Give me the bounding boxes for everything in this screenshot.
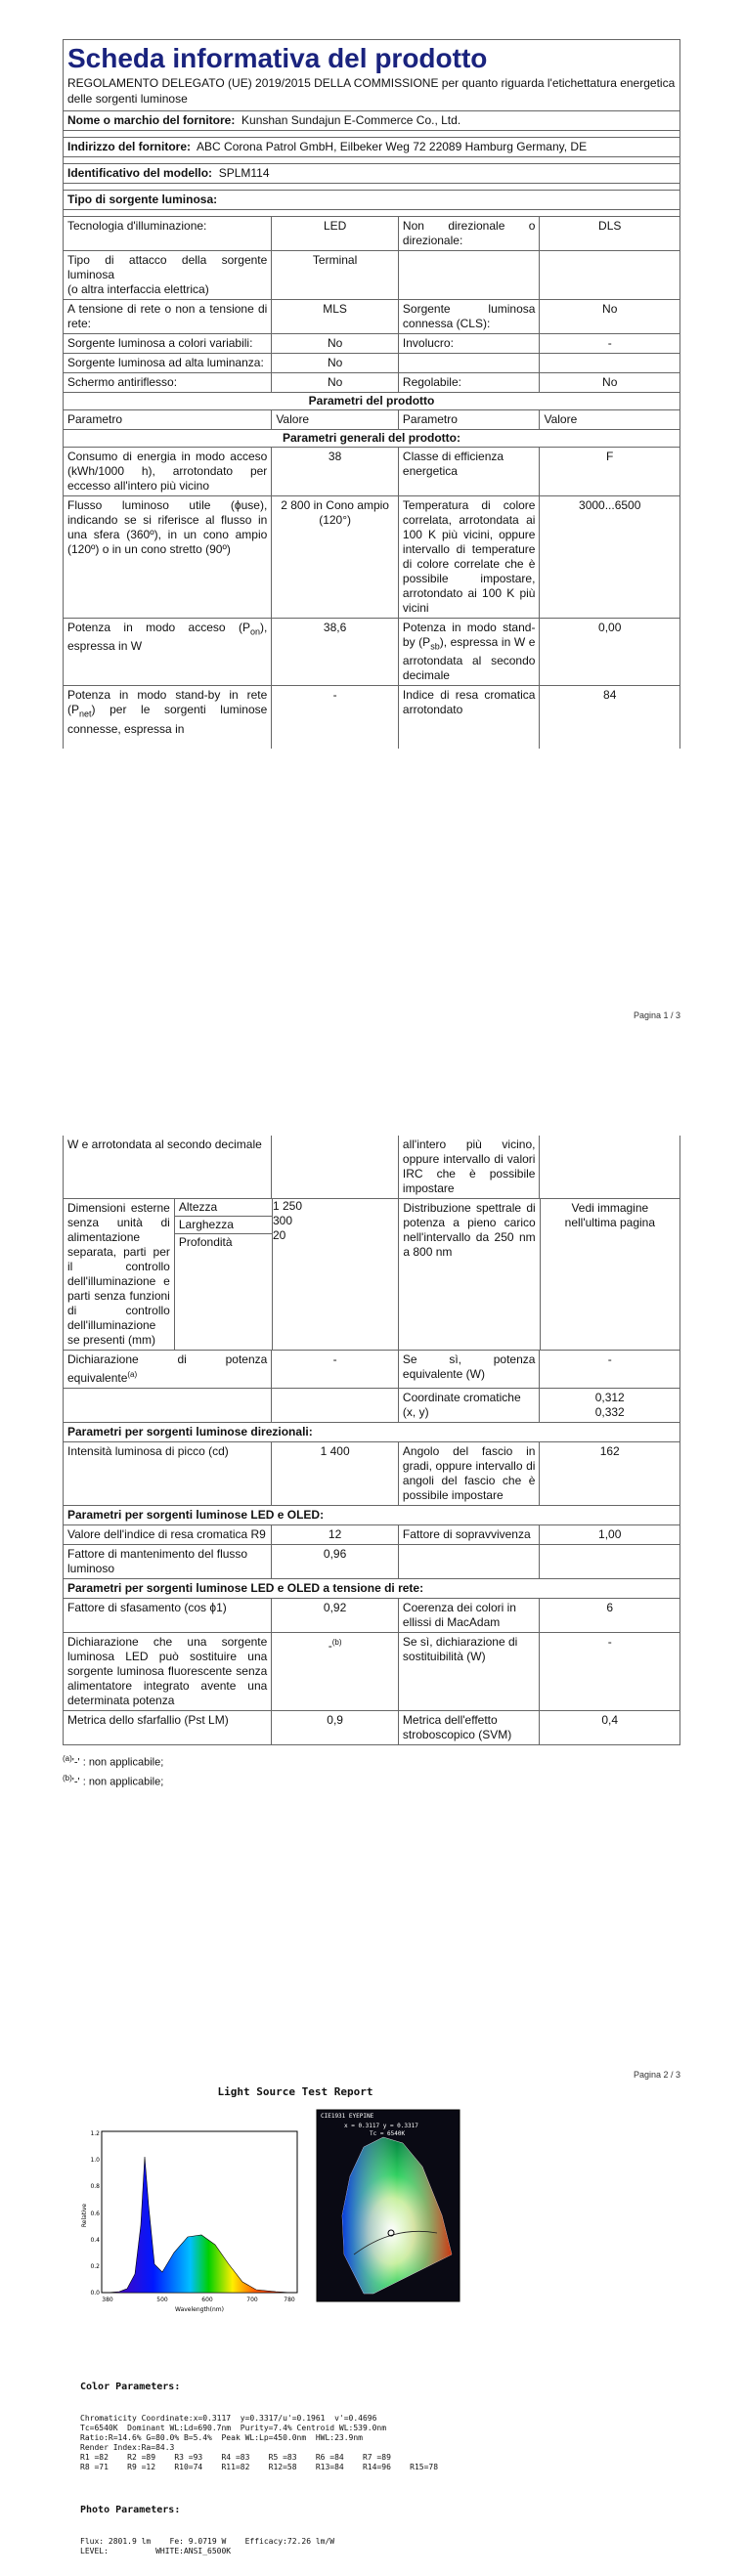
type-label: Sorgente luminosa a colori variabili:: [64, 334, 272, 353]
spd-ytick: 0.6: [90, 2211, 100, 2217]
spd-ytick: 1.0: [90, 2157, 100, 2164]
type-row: [64, 300, 679, 334]
type-label-2: Involucro:: [399, 334, 541, 353]
pon-label: Potenza in modo acceso $(P_{on})$, espressa in W: [64, 619, 272, 685]
page-number-2: Pagina 2 / 3: [633, 2070, 680, 2080]
spd-ytick: 1.2: [90, 2130, 100, 2137]
dir-title-row: [64, 1423, 679, 1442]
potenza-row: [64, 619, 679, 686]
surv-value: 1,00: [598, 1527, 622, 1541]
peak-row: [64, 1442, 679, 1506]
peak-value: 1 400: [272, 1442, 399, 1505]
report-plots: [80, 2108, 667, 2357]
footnote-b: $^{(b)}$'-' : non applicabile;: [63, 1773, 164, 1788]
general-title-row: [64, 430, 679, 448]
psb-label: Potenza in modo stand-by $(P_{sb})$, espressa in W e arrotondata al secondo decimale: [399, 619, 541, 685]
type-label: Sorgente luminosa ad alta luminanza:: [64, 354, 272, 372]
supplier-address-row: [64, 137, 679, 157]
equiv-label: Dichiarazione di potenza equivalente$^{(a)}$: [64, 1351, 272, 1388]
spd-ytick: 0.4: [90, 2237, 100, 2244]
page-title: Scheda informativa del prodotto: [67, 43, 488, 73]
sheet-table: [63, 39, 680, 749]
empty-cell: [399, 1545, 541, 1578]
dim-value: 300: [273, 1214, 293, 1227]
strobo-value: 0,4: [601, 1713, 619, 1727]
type-value-2: No: [602, 302, 618, 316]
report-line: R1 =82 R2 =89 R3 =93 R4 =83 R5 =83 R6 =84 R7 =89: [80, 2453, 391, 2462]
photo-lines: [80, 2537, 667, 2556]
coord-value: 0,312 0,332: [594, 1391, 625, 1419]
spd-xlabel: Wavelength(nm): [175, 2306, 224, 2313]
angle-value: 162: [599, 1444, 620, 1458]
replace-value: -$^{(b)}$: [272, 1633, 399, 1710]
page-number-1: Pagina 1 / 3: [633, 1010, 680, 1020]
lum-value: 0,96: [272, 1545, 399, 1578]
product-sheet-page-1: [63, 39, 680, 749]
empty-cell: [272, 1389, 399, 1422]
type-label-2: [399, 251, 541, 299]
sheet-table-2: [63, 1136, 680, 1745]
type-row: [64, 217, 679, 251]
col-param-2: Parametro: [399, 410, 541, 429]
col-param-1: Parametro: [64, 410, 272, 429]
spd-xtick: 500: [156, 2297, 168, 2303]
cie-title: CIE1931 EYEPINE: [321, 2113, 374, 2120]
flusso-value: 2 800 in Cono ampio (120°): [272, 496, 399, 618]
report-line: LEVEL: WHITE:ANSI_6500K: [80, 2547, 232, 2555]
empty-cell: [540, 1136, 679, 1198]
test-report: [80, 2085, 667, 2576]
flicker-value: 0,9: [272, 1711, 399, 1744]
consumo-row: [64, 448, 679, 496]
type-label: Tipo di attacco della sorgente luminosa (o altra interfaccia elettrica): [64, 251, 272, 299]
irc-value: 84: [603, 688, 617, 703]
type-label-2: Non direzionale o direzionale:: [399, 217, 541, 250]
dir-section-title: Parametri per sorgenti luminose direzionali:: [67, 1425, 313, 1438]
dim-label: Larghezza: [175, 1217, 272, 1234]
type-label: Tecnologia d'illuminazione:: [64, 217, 272, 250]
report-line: R8 =71 R9 =12 R10=74 R11=82 R12=58 R13=84 R14=96 R15=78: [80, 2463, 439, 2471]
dims-values: [273, 1199, 399, 1350]
type-value-2: [540, 251, 679, 299]
dim-value: 1 250: [273, 1199, 303, 1213]
dims-row: [64, 1199, 679, 1351]
replace-label: Dichiarazione che una sorgente luminosa LED può sostituire una sorgente luminosa fluorescente senza alimentatore integrato avente una determinata potenza: [64, 1633, 272, 1710]
type-row: [64, 373, 679, 393]
ledmains-title-row: [64, 1579, 679, 1599]
footnote-a: $^{(a)}$'-' : non applicabile;: [63, 1754, 164, 1769]
empty-cell: [64, 1389, 272, 1422]
spectrum-label: Distribuzione spettrale di potenza a pieno carico nell'intervallo da 250 nm a 800 nm: [399, 1199, 540, 1350]
equiv-value: -: [272, 1351, 399, 1388]
phase-label: Fattore di sfasamento (cos ϕ1): [64, 1599, 272, 1632]
strobo-label: Metrica dell'effetto stroboscopico (SVM): [399, 1711, 541, 1744]
photo-params-title: Photo Parameters:: [80, 2505, 181, 2515]
spd-chart: [80, 2127, 305, 2323]
params-title: Parametri del prodotto: [308, 394, 435, 408]
replace-w-value: -: [607, 1635, 612, 1649]
type-value-2: -: [607, 336, 612, 350]
phase-value: 0,92: [272, 1599, 399, 1632]
led-title-row: [64, 1506, 679, 1525]
type-value-2: No: [602, 375, 618, 389]
equiv-w-value: -: [607, 1352, 612, 1366]
general-params-title: Parametri generali del prodotto:: [282, 431, 461, 445]
lum-row: [64, 1545, 679, 1579]
type-rows: [64, 216, 679, 393]
empty-cell: [540, 1545, 679, 1578]
regulation-subtitle: REGOLAMENTO DELEGATO (UE) 2019/2015 DELLA COMMISSIONE per quanto riguarda l'etichettatura energetica delle sorgenti luminose: [67, 76, 676, 106]
spd-ytick: 0.0: [90, 2290, 100, 2297]
phase-row: [64, 1599, 679, 1633]
type-label: A tensione di rete o non a tensione di rete:: [64, 300, 272, 333]
continued-left: W e arrotondata al secondo decimale: [64, 1136, 272, 1198]
dim-value: 20: [273, 1228, 286, 1242]
type-label-2: Sorgente luminosa connessa (CLS):: [399, 300, 541, 333]
spd-xtick: 380: [102, 2297, 113, 2303]
psb-value: 0,00: [598, 621, 622, 634]
type-label: Schermo antiriflesso:: [64, 373, 272, 392]
classe-label: Classe di efficienza energetica: [399, 448, 541, 495]
report-line: Render Index:Ra=84.3: [80, 2443, 175, 2452]
ledmains-section-title: Parametri per sorgenti luminose LED e OLED a tensione di rete:: [67, 1581, 424, 1595]
macadam-value: 6: [606, 1601, 614, 1614]
led-section-title: Parametri per sorgenti luminose LED e OLED:: [67, 1508, 325, 1522]
spd-ytick: 0.8: [90, 2183, 100, 2190]
consumo-label: Consumo di energia in modo acceso (kWh/1000 h), arrotondato per eccesso all'intero più vicino: [64, 448, 272, 495]
type-value: No: [272, 354, 399, 372]
dims-label: Dimensioni esterne senza unità di alimentazione separata, parti per il controllo dell'illuminazione e parti senza funzioni di controllo dell'illuminazione se presenti (mm): [64, 1199, 175, 1350]
model-row: [64, 163, 679, 184]
flicker-label: Metrica dello sfarfallio (Pst LM): [64, 1711, 272, 1744]
equiv-w-label: Se sì, potenza equivalente (W): [399, 1351, 541, 1388]
flusso-label: Flusso luminoso utile (ϕuse), indicando se si riferisce al flusso in una sfera (360º), in un cono ampio (120º) o in un cono stretto (90º): [64, 496, 272, 618]
pnet-label: Potenza in modo stand-by in rete $(P_{net})$ per le sorgenti luminose connesse, espressa in: [64, 686, 272, 749]
spd-xtick: 600: [201, 2297, 213, 2303]
temp-value: 3000...6500: [579, 498, 641, 512]
continued-right: all'intero più vicino, oppure intervallo di valori IRC che è possibile impostare: [399, 1136, 541, 1198]
cie-tc: Tc = 6540K: [370, 2130, 406, 2137]
type-row: [64, 251, 679, 300]
classe-value: F: [606, 450, 614, 463]
type-label-2: [399, 354, 541, 372]
r9-label: Valore dell'indice di resa cromatica R9: [64, 1525, 272, 1544]
consumo-value: 38: [272, 448, 399, 495]
params-header-row: [64, 410, 679, 430]
peak-label: Intensità luminosa di picco (cd): [64, 1442, 272, 1505]
type-section-title-row: [64, 190, 679, 210]
footnotes: [63, 1751, 680, 1789]
col-value-2: Valore: [544, 412, 578, 426]
report-line: Tc=6540K Dominant WL:Ld=690.7nm Purity=7.4% Centroid WL:539.0nm: [80, 2424, 387, 2432]
spd-ylabel: Relative: [81, 2203, 88, 2228]
spectrum-value: Vedi immagine nell'ultima pagina: [564, 1201, 656, 1229]
cie-diagram: [315, 2108, 461, 2303]
type-row: [64, 354, 679, 373]
irc-label: Indice di resa cromatica arrotondato: [399, 686, 541, 749]
color-parameters: [80, 2357, 667, 2576]
type-value: No: [272, 334, 399, 353]
equiv-row: [64, 1351, 679, 1389]
params-title-row: [64, 393, 679, 410]
type-value-2: [540, 354, 679, 372]
col-value-1: Valore: [272, 410, 399, 429]
pnet-value: -: [272, 686, 399, 749]
r9-row: [64, 1525, 679, 1545]
type-value: No: [272, 373, 399, 392]
type-value: LED: [272, 217, 399, 250]
type-row: [64, 334, 679, 354]
flusso-row: [64, 496, 679, 619]
dim-label: Profondità: [178, 1235, 233, 1249]
type-value: MLS: [272, 300, 399, 333]
macadam-label: Coerenza dei colori in ellissi di MacAdam: [399, 1599, 541, 1632]
type-section-title: Tipo di sorgente luminosa:: [67, 193, 218, 206]
report-line: Flux: 2801.9 lm Fe: 9.0719 W Efficacy:72.26 lm/W: [80, 2537, 335, 2546]
replace-w-label: Se sì, dichiarazione di sostituibilità (W): [399, 1633, 541, 1710]
supplier-name-row: [64, 111, 679, 131]
product-sheet-page-2: [63, 1136, 680, 1789]
continued-row: [64, 1136, 679, 1199]
pnet-row: [64, 686, 679, 749]
type-value: Terminal: [272, 251, 399, 299]
spd-xtick: 700: [246, 2297, 258, 2303]
supplier-address-label: Indirizzo del fornitore:: [67, 140, 191, 153]
coord-row: [64, 1389, 679, 1423]
lum-label: Fattore di mantenimento del flusso luminoso: [64, 1545, 272, 1578]
r9-value: 12: [272, 1525, 399, 1544]
color-lines: [80, 2414, 667, 2472]
coord-label: Coordinate cromatiche (x, y): [399, 1389, 541, 1422]
supplier-address-value: ABC Corona Patrol GmbH, Eilbeker Weg 72 22089 Hamburg Germany, DE: [197, 140, 588, 153]
report-line: Chromaticity Coordinate:x=0.3117 y=0.3317/u'=0.1961 v'=0.4696: [80, 2414, 377, 2423]
temp-label: Temperatura di colore correlata, arrotondata ai 100 K più vicini, oppure intervallo di temperature di colore correlate che è possibile impostare, arrotondato ai 100 K più vicini: [399, 496, 541, 618]
flicker-row: [64, 1711, 679, 1745]
sheet-header: [64, 40, 679, 111]
report-line: Ratio:R=14.6% G=80.0% B=5.4% Peak WL:Lp=450.0nm HWL:23.9nm: [80, 2433, 363, 2442]
replace-row: [64, 1633, 679, 1711]
color-params-title: Color Parameters:: [80, 2382, 181, 2392]
surv-label: Fattore di sopravvivenza: [399, 1525, 541, 1544]
dims-cell: [64, 1199, 273, 1350]
model-value: SPLM114: [218, 166, 270, 180]
model-label: Identificativo del modello:: [67, 166, 213, 180]
dims-sub-labels: [175, 1199, 272, 1350]
type-label-2: Regolabile:: [399, 373, 541, 392]
pon-value: 38,6: [272, 619, 399, 685]
report-title: Light Source Test Report: [217, 2085, 373, 2098]
dim-label: Altezza: [175, 1199, 272, 1217]
angle-label: Angolo del fascio in gradi, oppure intervallo di angoli del fascio che è possibile impostare: [399, 1442, 541, 1505]
supplier-name-value: Kunshan Sundajun E-Commerce Co., Ltd.: [241, 113, 461, 127]
spd-xtick: 780: [284, 2297, 295, 2303]
spd-ytick: 0.2: [90, 2263, 100, 2270]
supplier-name-label: Nome o marchio del fornitore:: [67, 113, 236, 127]
type-value-2: DLS: [598, 219, 622, 233]
empty-cell: [272, 1136, 399, 1198]
cie-xy: x = 0.3117 y = 0.3317: [344, 2123, 418, 2129]
